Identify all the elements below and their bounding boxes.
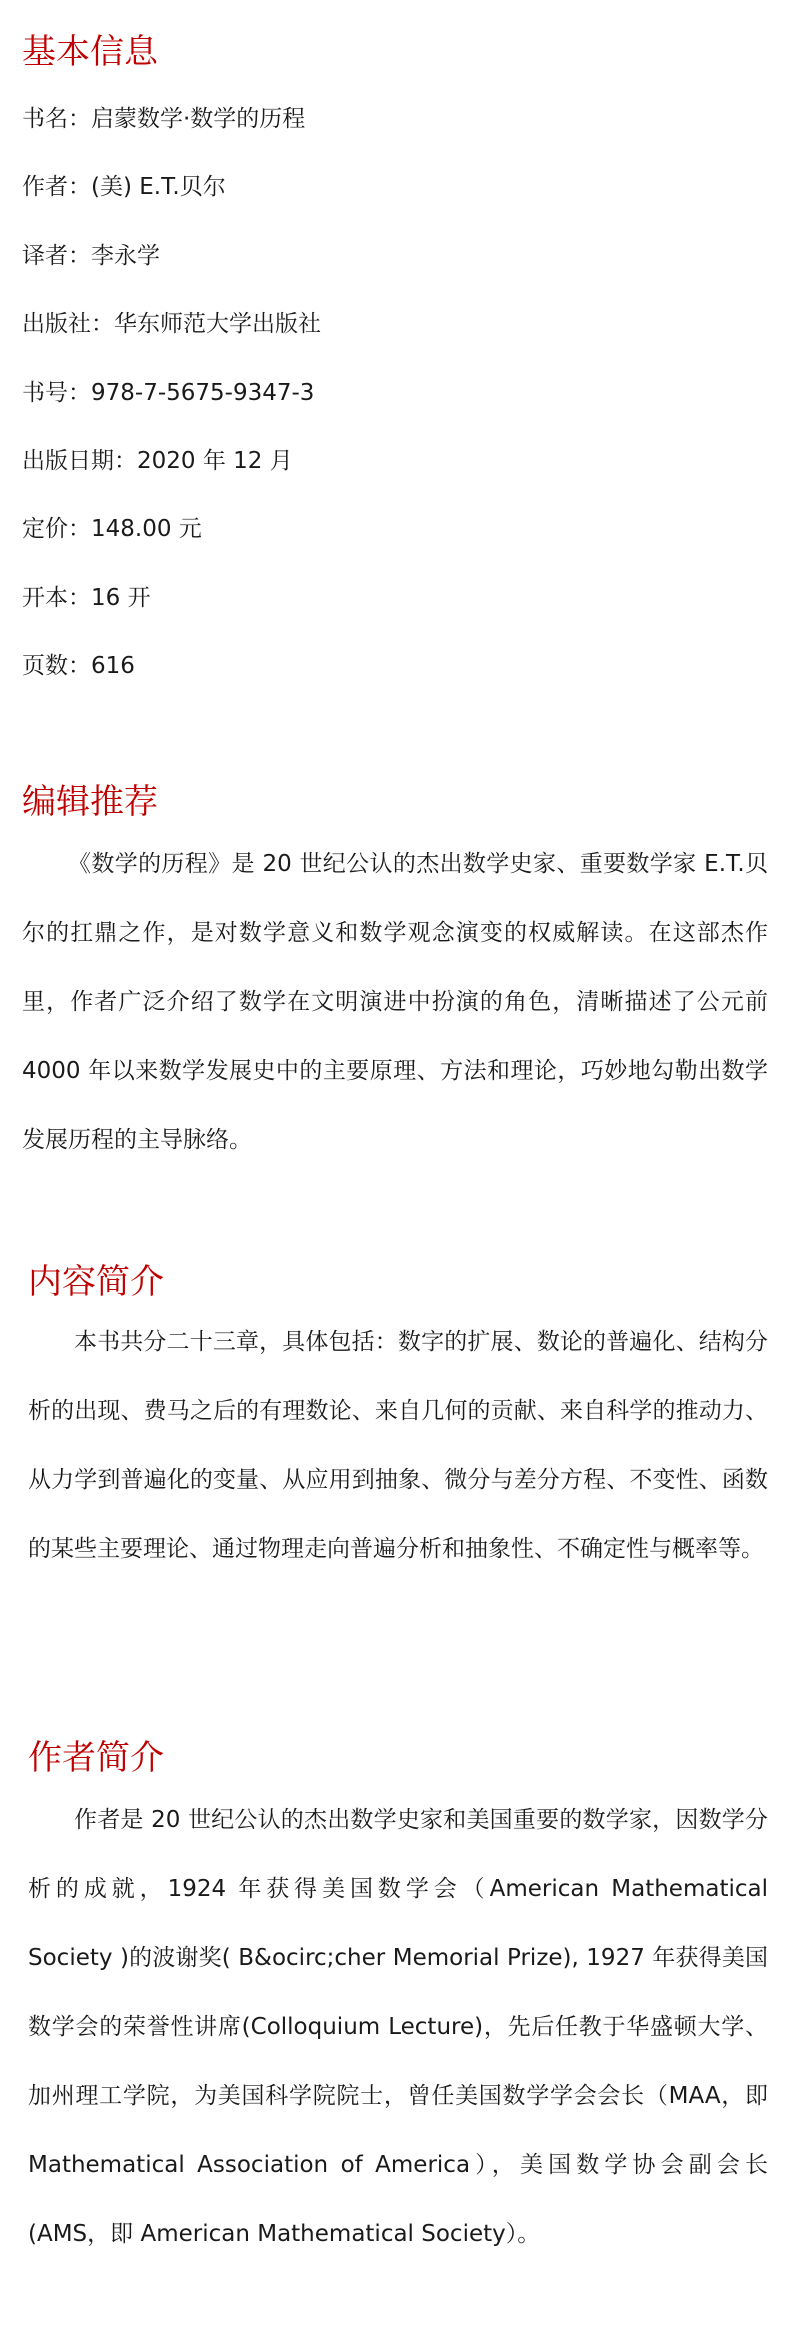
info-row-title: 书名：启蒙数学·数学的历程 xyxy=(22,106,306,132)
info-row-author: 作者：(美) E.T.贝尔 xyxy=(22,174,226,201)
info-row-format: 开本：16 开 xyxy=(22,584,151,611)
editor-recommendation-section xyxy=(22,782,768,1175)
content-summary-section xyxy=(28,1262,768,1584)
editor-recommendation-heading: 编辑推荐 xyxy=(22,782,158,822)
author-intro-text: 作者是 20 世纪公认的杰出数学史家和美国重要的数学家，因数学分析的成就，1924 年获得美国数学会（American Mathematical Society )的波谢奖( B&ocirc;cher Memorial Prize), 1927 年获得美国数学会的荣誉性讲席(Colloquium Lecture)，先后任教于华盛顿大学、加州理工学院，为美国科学院院士，曾任美国数学学会会长（MAA，即 Mathematical Association of America），美国数学协会副会长(AMS，即 American Mathematical Society）。 xyxy=(28,1807,768,2247)
basic-info-heading: 基本信息 xyxy=(22,32,158,72)
info-row-pages: 页数：616 xyxy=(22,653,135,680)
content-summary-heading: 内容简介 xyxy=(28,1262,164,1302)
info-row-price: 定价：148.00 元 xyxy=(22,516,202,543)
info-row-translator: 译者：李永学 xyxy=(22,242,160,269)
info-row-publisher: 出版社：华东师范大学出版社 xyxy=(22,311,321,338)
basic-info-list xyxy=(22,104,768,681)
info-row-isbn: 书号：978-7-5675-9347-3 xyxy=(22,379,315,406)
author-intro-section xyxy=(28,1738,768,2269)
author-intro-heading: 作者简介 xyxy=(28,1738,164,1778)
content-summary-text: 本书共分二十三章，具体包括：数字的扩展、数论的普遍化、结构分析的出现、费马之后的有理数论、来自几何的贡献、来自科学的推动力、从力学到普遍化的变量、从应用到抽象、微分与差分方程、不变性、函数的某些主要理论、通过物理走向普遍分析和抽象性、不确定性与概率等。 xyxy=(28,1329,768,1562)
basic-info-section xyxy=(22,32,768,720)
editor-recommendation-text: 《数学的历程》是 20 世纪公认的杰出数学史家、重要数学家 E.T.贝尔的扛鼎之作，是对数学意义和数学观念演变的权威解读。在这部杰作里，作者广泛介绍了数学在文明演进中扮演的角色，清晰描述了公元前 4000 年以来数学发展史中的主要原理、方法和理论，巧妙地勾勒出数学发展历程的主导脉络。 xyxy=(22,851,768,1153)
info-row-publish-date: 出版日期：2020 年 12 月 xyxy=(22,447,293,474)
